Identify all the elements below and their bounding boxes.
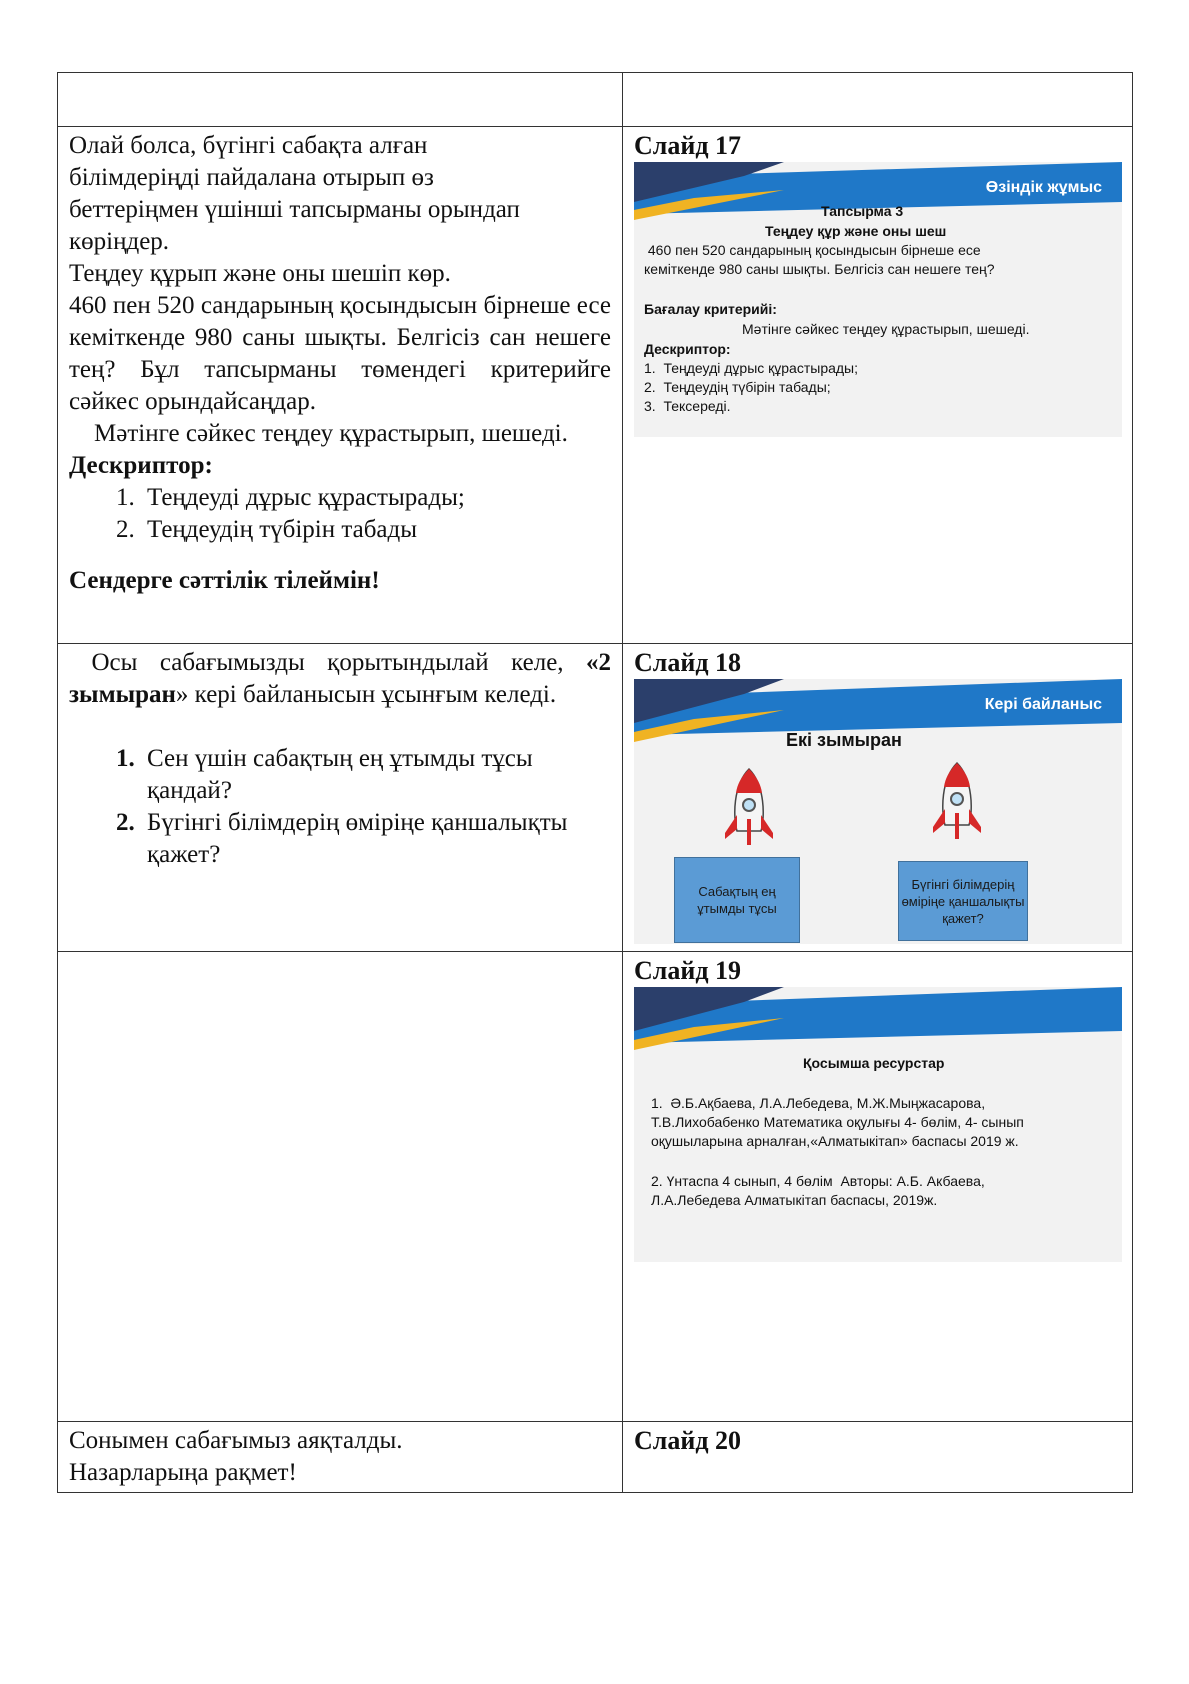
- slide-title: Екі зымыран: [786, 730, 902, 750]
- slide-descriptor-label: Дескриптор:: [644, 341, 731, 357]
- slide-18-image: [634, 679, 1122, 944]
- slide-criteria-text: Мәтінге сәйкес теңдеу құрастырып, шешеді.: [742, 321, 1030, 337]
- slide-label: Слайд 19: [634, 956, 741, 985]
- slide-cell: [623, 127, 1133, 644]
- slide-banner-graphic: [634, 987, 1122, 1053]
- resource-line: 1. Ә.Б.Ақбаева, Л.А.Лебедева, М.Ж.Мыңжасарова,: [651, 1095, 986, 1111]
- empty-cell-right: [623, 73, 1133, 127]
- closing-line-1: Сонымен сабағымыз аяқталды.: [69, 1427, 403, 1454]
- feedback-box-1: Сабақтың ең ұтымды тұсы: [674, 857, 800, 943]
- intro-line-2: білімдеріңді пайдалана отырып өз: [69, 164, 434, 191]
- slide-task-title: Тапсырма 3: [821, 203, 904, 219]
- resource-line: Т.В.Лихобабенко Математика оқулығы 4- бөлім, 4- сынып: [651, 1114, 1024, 1130]
- table-row-slide-19: [58, 952, 1133, 1422]
- slide-label: Слайд 20: [634, 1426, 741, 1455]
- slide-descriptor-item: 2. Теңдеудің түбірін табады;: [644, 379, 831, 395]
- rocket-icon: [719, 767, 779, 849]
- feedback-intro: [69, 647, 611, 711]
- resource-line: 2. Үнтаспа 4 сынып, 4 бөлім Авторы: А.Б. Акбаева,: [651, 1173, 985, 1189]
- rocket-icon: [927, 761, 987, 843]
- descriptor-item: 2. Теңдеудің түбірін табады: [141, 514, 611, 546]
- question-item: 2. Бүгінгі білімдерің өміріңе қаншалықты қажет?: [141, 807, 611, 871]
- lesson-plan-table: [57, 72, 1133, 1493]
- slide-label: Слайд 17: [634, 131, 741, 160]
- slide-cell: [623, 1422, 1133, 1493]
- slide-19-image: [634, 987, 1122, 1262]
- empty-cell: [58, 952, 623, 1422]
- intro-line-4: көріңдер.: [69, 228, 170, 255]
- intro-line-1: Олай болса, бүгінгі сабақта алған: [69, 132, 428, 159]
- question-list: [69, 743, 611, 871]
- closing-line-2: Назарларыңа рақмет!: [69, 1459, 297, 1486]
- resource-line: Л.А.Лебедева Алматыкітап баспасы, 2019ж.: [651, 1192, 938, 1208]
- slide-cell: [623, 952, 1133, 1422]
- slide-descriptor-item: 3. Тексереді.: [644, 398, 731, 414]
- criterion-text: Мәтінге сәйкес теңдеу құрастырып, шешеді.: [69, 420, 568, 447]
- slide-task-text-1: 460 пен 520 сандарының қосындысын бірнеше есе: [644, 242, 981, 258]
- slide-task-text-2: кеміткенде 980 саны шықты. Белгісіз сан нешеге тең?: [644, 261, 995, 277]
- question-item: 1. Сен үшін сабақтың ең ұтымды тұсы қандай?: [141, 743, 611, 807]
- teacher-text-cell: [58, 127, 623, 644]
- feedback-box-2: Бүгінгі білімдерің өміріңе қаншалықты қажет?: [898, 861, 1028, 941]
- feedback-intro-a: Осы сабағымызды қорытындылай келе,: [69, 649, 586, 676]
- empty-cell-left: [58, 73, 623, 127]
- task-intro: Теңдеу құрып және оны шешіп көр.: [69, 260, 451, 287]
- teacher-text-cell: [58, 644, 623, 952]
- intro-line-3: беттеріңмен үшінші тапсырманы орындап: [69, 196, 520, 223]
- slide-descriptor-item: 1. Теңдеуді дұрыс құрастырады;: [644, 360, 859, 376]
- resource-line: оқушыларына арналған,«Алматыкітап» баспасы 2019 ж.: [651, 1133, 1019, 1149]
- slide-title: Қосымша ресурстар: [803, 1055, 945, 1071]
- wish-text: Сендерге сәттілік тілеймін!: [69, 567, 380, 594]
- table-row-slide-17: [58, 127, 1133, 644]
- table-row-slide-18: [58, 644, 1133, 952]
- descriptor-list: [69, 482, 611, 546]
- closing-cell: [58, 1422, 623, 1493]
- descriptor-heading: Дескриптор:: [69, 452, 213, 479]
- slide-criteria-label: Бағалау критерийі:: [644, 301, 777, 317]
- feedback-intro-b: » кері байланысын ұсынғым келеді.: [175, 681, 557, 708]
- table-row-slide-20: [58, 1422, 1133, 1493]
- slide-cell: [623, 644, 1133, 952]
- feedback-intro-bold: «2 зымыран: [69, 649, 611, 708]
- table-row-empty: [58, 73, 1133, 127]
- slide-17-image: [634, 162, 1122, 437]
- slide-banner-title: Кері байланыс: [984, 696, 1102, 713]
- task-text: 460 пен 520 сандарының қосындысын бірнеше есе кеміткенде 980 саны шықты. Белгісіз сан нешеге тең? Бұл тапсырманы төмендегі критерийге сәйкес орындайсаңдар.: [69, 292, 611, 415]
- slide-task-subtitle: Теңдеу құр және оны шеш: [765, 223, 947, 239]
- slide-banner-title: Өзіндік жұмыс: [985, 179, 1102, 196]
- descriptor-item: 1. Теңдеуді дұрыс құрастырады;: [141, 482, 611, 514]
- slide-label: Слайд 18: [634, 648, 741, 677]
